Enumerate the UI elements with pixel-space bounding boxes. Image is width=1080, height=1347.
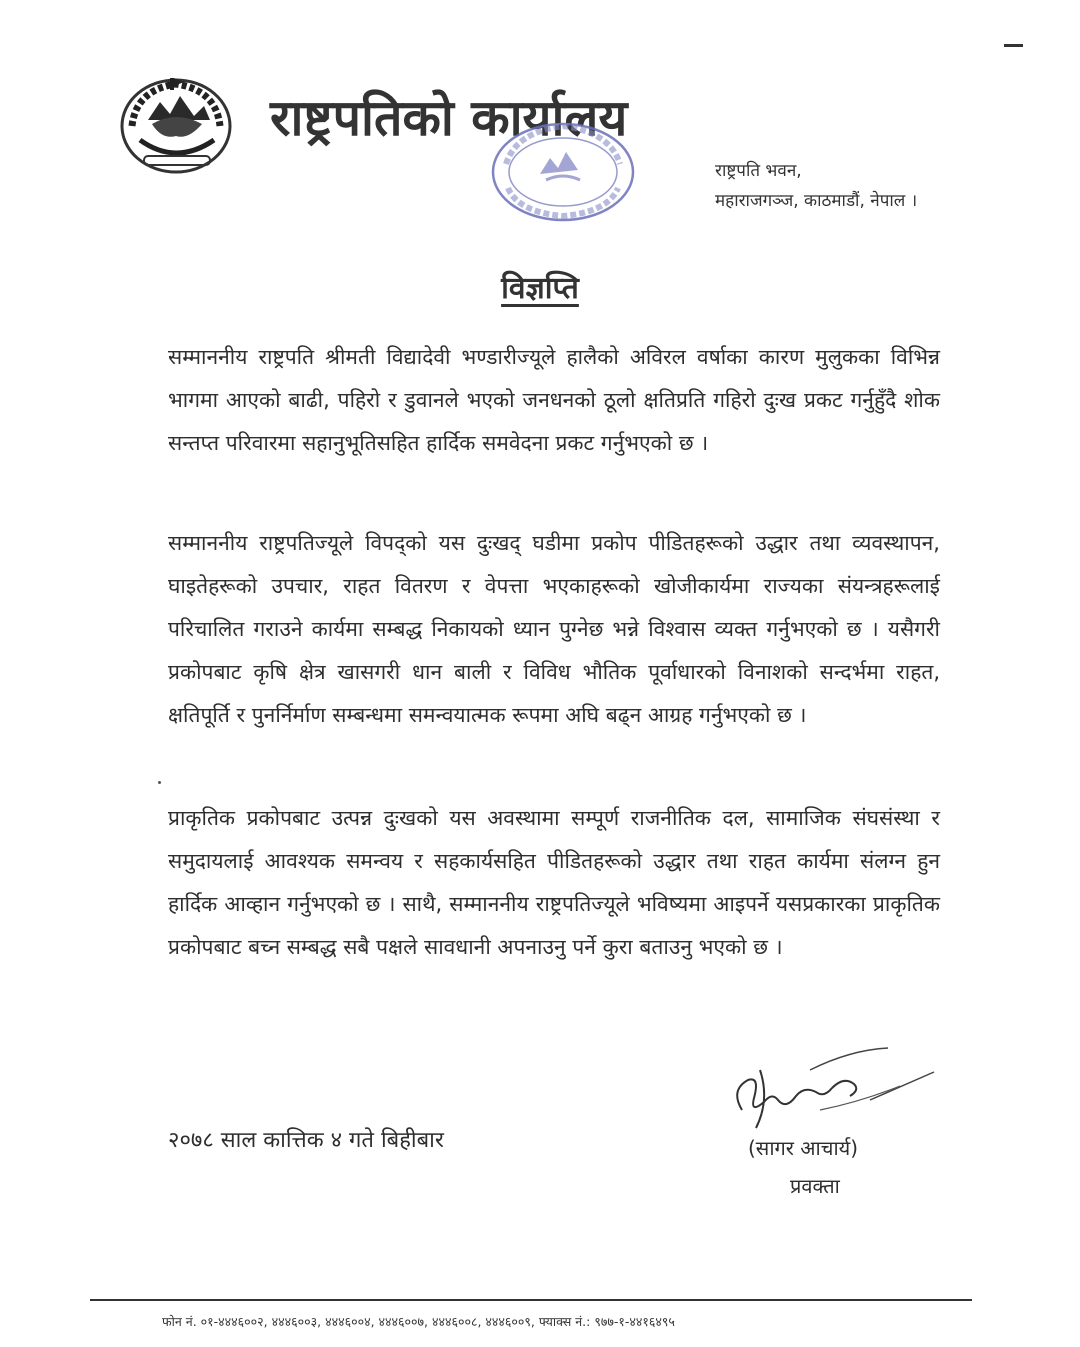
office-address [715, 156, 917, 216]
notice-date: २०७८ साल कात्तिक ४ गते बिहीबार [168, 1128, 444, 1153]
signatory-title: प्रवक्ता [790, 1174, 840, 1198]
page-corner-mark [1004, 44, 1023, 47]
address-line-1: राष्ट्रपति भवन, [715, 161, 802, 181]
notice-title [0, 266, 1080, 307]
footer-divider [90, 1299, 972, 1301]
footer-contact: फोन नं. ०१-४४४६००२, ४४४६००३, ४४४६००४, ४४४६००७, ४४४६००८, ४४४६००९, फ्याक्स नं.: ९७७-१-४४१६४९५ [162, 1314, 675, 1329]
notice-paragraph-1: सम्माननीय राष्ट्रपति श्रीमती विद्यादेवी भण्डारीज्यूले हालैको अविरल वर्षाका कारण मुलुकका विभिन्न भागमा आएको बाढी, पहिरो र डुवानले भएको जनधनको ठूलो क्षतिप्रति गहिरो दुःख प्रकट गर्नुहुँदै शोक सन्तप्त परिवारमा सहानुभूतिसहित हार्दिक समवेदना प्रकट गर्नुभएको छ । [168, 345, 940, 455]
notice-title-text: विज्ञप्ति [501, 271, 579, 306]
address-line-2: महाराजगञ्ज, काठमाडौं, नेपाल । [715, 191, 918, 211]
notice-paragraph-2: सम्माननीय राष्ट्रपतिज्यूले विपद्को यस दुःखद् घडीमा प्रकोप पीडितहरूको उद्धार तथा व्यवस्थापन, घाइतेहरूको उपचार, राहत वितरण र वेपत्ता भएकाहरूको खोजीकार्यमा राज्यका संयन्त्रहरूलाई परिचालित गराउने कार्यमा सम्बद्ध निकायको ध्यान पुग्नेछ भन्ने विश्वास व्यक्त गर्नुभएको छ । यसैगरी प्रकोपबाट कृषि क्षेत्र खासगरी धान बाली र विविध भौतिक पूर्वाधारको विनाशको सन्दर्भमा राहत, क्षतिपूर्ति र पुनर्निर्माण सम्बन्धमा समन्वयात्मक रूपमा अघि बढ्न आग्रह गर्नुभएको छ । [168, 531, 940, 727]
office-name-heading: राष्ट्रपतिको कार्यालय [270, 89, 628, 147]
notice-paragraph-3: प्राकृतिक प्रकोपबाट उत्पन्न दुःखको यस अवस्थामा सम्पूर्ण राजनीतिक दल, सामाजिक संघसंस्था र समुदायलाई आवश्यक समन्वय र सहकार्यसहित पीडितहरूको उद्धार तथा राहत कार्यमा संलग्न हुन हार्दिक आव्हान गर्नुभएको छ । साथै, सम्माननीय राष्ट्रपतिज्यूले भविष्यमा आइपर्ने यसप्रकारका प्राकृतिक प्रकोपबाट बच्न सम्बद्ध सबै पक्षले सावधानी अपनाउनु पर्ने कुरा बताउनु भएको छ । [168, 806, 940, 959]
stray-dot [158, 781, 161, 784]
signatory-name: (सागर आचार्य) [748, 1136, 859, 1160]
signature-icon [720, 1040, 950, 1140]
office-stamp-icon [488, 118, 638, 226]
nepal-emblem-icon [118, 70, 234, 176]
